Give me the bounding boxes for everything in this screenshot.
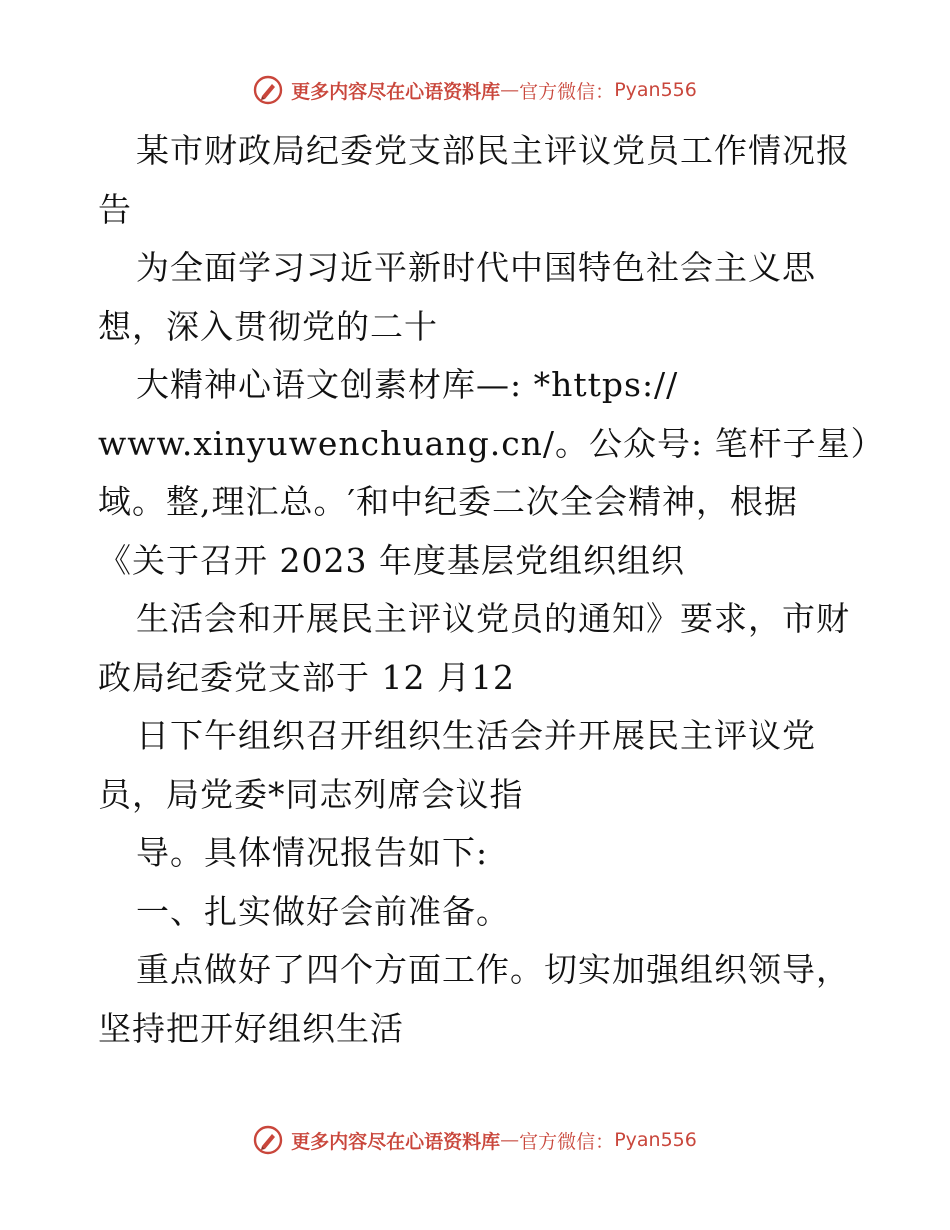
text-line: 一、扎实做好会前准备。	[136, 891, 510, 931]
header-watermark	[0, 70, 950, 110]
watermark-label: 官方微信：	[519, 80, 615, 103]
watermark-main-text: 更多内容尽在心语资料库	[291, 80, 501, 103]
text-line: 政局纪委党支部于 12 月12	[98, 657, 515, 697]
watermark-id: Pyan556	[614, 79, 697, 101]
text-line: 日下午组织召开组织生活会并开展民主评议党	[136, 716, 816, 755]
text-line: 生活会和开展民主评议党员的通知》要求，市财	[136, 599, 850, 638]
text-line: 域。整,理汇总。′和中纪委二次全会精神，根据	[98, 482, 798, 521]
text-line: 重点做好了四个方面工作。切实加强组织领导，	[136, 950, 850, 989]
text-line: 大精神心语文创素材库—: *https://	[136, 365, 679, 404]
text-line: 员，局党委*同志列席会议指	[98, 774, 524, 814]
text-line: www.xinyuwenchuang.cn/。公众号: 笔杆子星）	[98, 423, 885, 463]
text-line: 为全面学习习近平新时代中国特色社会主义思	[136, 248, 816, 287]
text-line: 某市财政局纪委党支部民主评议党员工作情况报	[136, 131, 850, 170]
pen-logo-icon	[253, 75, 283, 105]
watermark-id: Pyan556	[614, 1129, 697, 1151]
watermark-separator: —	[500, 79, 520, 101]
document-body	[98, 122, 885, 1058]
watermark-main-text: 更多内容尽在心语资料库	[291, 1130, 501, 1153]
pen-logo-icon	[253, 1125, 283, 1155]
watermark-separator: —	[500, 1129, 520, 1151]
text-line: 想，深入贯彻党的二十	[98, 306, 438, 346]
text-line: 坚持把开好组织生活	[98, 1008, 404, 1048]
text-line: 《关于召开 2023 年度基层党组织组织	[98, 540, 685, 580]
footer-watermark	[0, 1120, 950, 1160]
text-line: 告	[98, 189, 132, 229]
watermark-label: 官方微信：	[519, 1130, 615, 1153]
text-line: 导。具体情况报告如下:	[136, 833, 489, 872]
